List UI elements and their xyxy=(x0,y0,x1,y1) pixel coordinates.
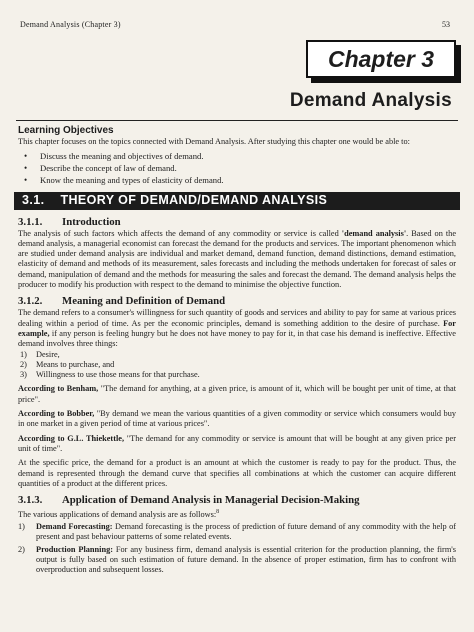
applications-intro xyxy=(18,507,456,520)
section-number: 3.1. xyxy=(22,193,45,208)
page-number: 53 xyxy=(442,20,450,29)
bold-term: 'demand analysis' xyxy=(341,228,407,238)
definition-text: "The demand for any commodity or service is amount that will be bought at any given price per unit of time". xyxy=(18,433,456,453)
running-head: Demand Analysis (Chapter 3) xyxy=(20,20,121,29)
subsection-number: 3.1.2. xyxy=(18,295,43,308)
text-run: . Based on the demand analysis, a managerial economist can forecast the demand for the products and services. The important phenomenon which are studied under demand analysis are individual and market demand, demand function, demand distinctions, demand estimation, elasticity of demand and methods of its measurement, sales forecasts and including the methods undertaken for forecast of sales or demand, manipulation of demand and the methods for measuring the sales and forecast the demand. The demand analysis helps the producer to modify his production with respect to the demand to minimise the objective function. xyxy=(18,228,456,290)
item-text: For any business firm, demand analysis is essential criterion for the production planning, the firm's output is fully based on such estimation of future demand. In the absence of proper estimation, firm has to confront with overproduction and subsequent losses. xyxy=(36,544,456,575)
list-item xyxy=(20,370,456,380)
definition-paragraph xyxy=(18,384,456,405)
applications-list xyxy=(18,522,456,575)
list-text: Means to purchase, and xyxy=(36,359,115,369)
subsection-heading xyxy=(18,295,456,307)
section-title: THEORY OF DEMAND/DEMAND ANALYSIS xyxy=(60,193,328,208)
objectives-intro: This chapter focuses on the topics connected with Demand Analysis. After studying this chapter one would be able to: xyxy=(18,137,410,147)
subsection-title: Introduction xyxy=(62,215,121,228)
list-number: 3) xyxy=(20,370,27,380)
list-text xyxy=(36,545,456,576)
definition-author: According to Bobber, xyxy=(18,409,95,419)
list-item xyxy=(18,545,456,576)
list-item xyxy=(18,522,456,543)
text-run: if any person is feeling hungry but he does not have money to pay for it, in that case his demand is ineffective. Effective demand involves three things: xyxy=(18,328,456,349)
definition-text: "The demand for anything, at a given price, is amount of it, which will be bought per unit of time, at that price". xyxy=(18,384,456,404)
objective-item: • Know the meaning and types of elasticity of demand. xyxy=(24,174,456,186)
title-rule xyxy=(16,120,458,121)
definition-paragraph xyxy=(18,434,456,455)
item-text: Demand forecasting is the process of prediction of future demand of any commodity with the help of present and past behaviour patterns of some related events. xyxy=(36,522,456,542)
list-number: 1) xyxy=(20,349,27,359)
list-number: 1) xyxy=(18,522,25,532)
list-number: 2) xyxy=(20,359,27,369)
text-run: The various applications of demand analysis are as follows: xyxy=(18,509,217,519)
list-text: Desire, xyxy=(36,349,60,359)
subsection-title: Meaning and Definition of Demand xyxy=(62,295,226,308)
chapter-label: Chapter 3 xyxy=(306,40,456,78)
list-text: Willingness to use those means for that purchase. xyxy=(36,370,200,380)
item-heading: Production Planning: xyxy=(36,544,113,554)
definition-author: According to G.L. Thiekettle, xyxy=(18,433,125,443)
objectives-list xyxy=(24,150,456,186)
subsection-heading xyxy=(18,494,456,506)
meaning-paragraph xyxy=(18,308,456,349)
subsection-heading xyxy=(18,216,456,228)
list-number: 2) xyxy=(18,544,25,554)
introduction-paragraph xyxy=(18,229,456,291)
page-body xyxy=(18,126,456,576)
closing-paragraph: At the specific price, the demand for a product is an amount at which the customer is ready to pay for the product. Thus, the demand is represented through the demand curve that specifies all combinations at which the customer can acquire different quantities of a product at the different prices. xyxy=(18,458,456,488)
text-run: The analysis of such factors which affects the demand of any commodity or service is called xyxy=(18,228,342,238)
list-text xyxy=(36,522,456,543)
definition-text: "By demand we mean the various quantities of a given commodity or service which consumers would buy in one market in a given period of time at various prices". xyxy=(18,409,456,429)
list-item xyxy=(20,360,456,370)
objectives-heading: Learning Objectives xyxy=(18,125,114,136)
definition-paragraph xyxy=(18,409,456,430)
text-run: The demand refers to a consumer's willingness for such quantity of goods and services and ability to pay for same at various prices dealing within a period of time. As per the economic principles, demand is something addition to the desire of purchase. xyxy=(18,308,456,328)
chapter-title: Demand Analysis xyxy=(289,90,452,111)
subsection-title: Application of Demand Analysis in Managerial Decision-Making xyxy=(62,494,360,507)
subsection-number: 3.1.3. xyxy=(18,494,43,507)
demand-elements-list xyxy=(20,350,456,381)
definition-author: According to Benham, xyxy=(18,384,99,394)
objective-item: • Discuss the meaning and objectives of demand. xyxy=(24,150,456,162)
bold-term: For example, xyxy=(18,318,456,338)
objective-item: • Describe the concept of law of demand. xyxy=(24,162,456,174)
section-heading-bar xyxy=(14,192,460,210)
list-item xyxy=(20,350,456,360)
footnote-mark: 8 xyxy=(216,509,220,516)
subsection-number: 3.1.1. xyxy=(18,215,43,228)
item-heading: Demand Forecasting: xyxy=(36,522,113,532)
